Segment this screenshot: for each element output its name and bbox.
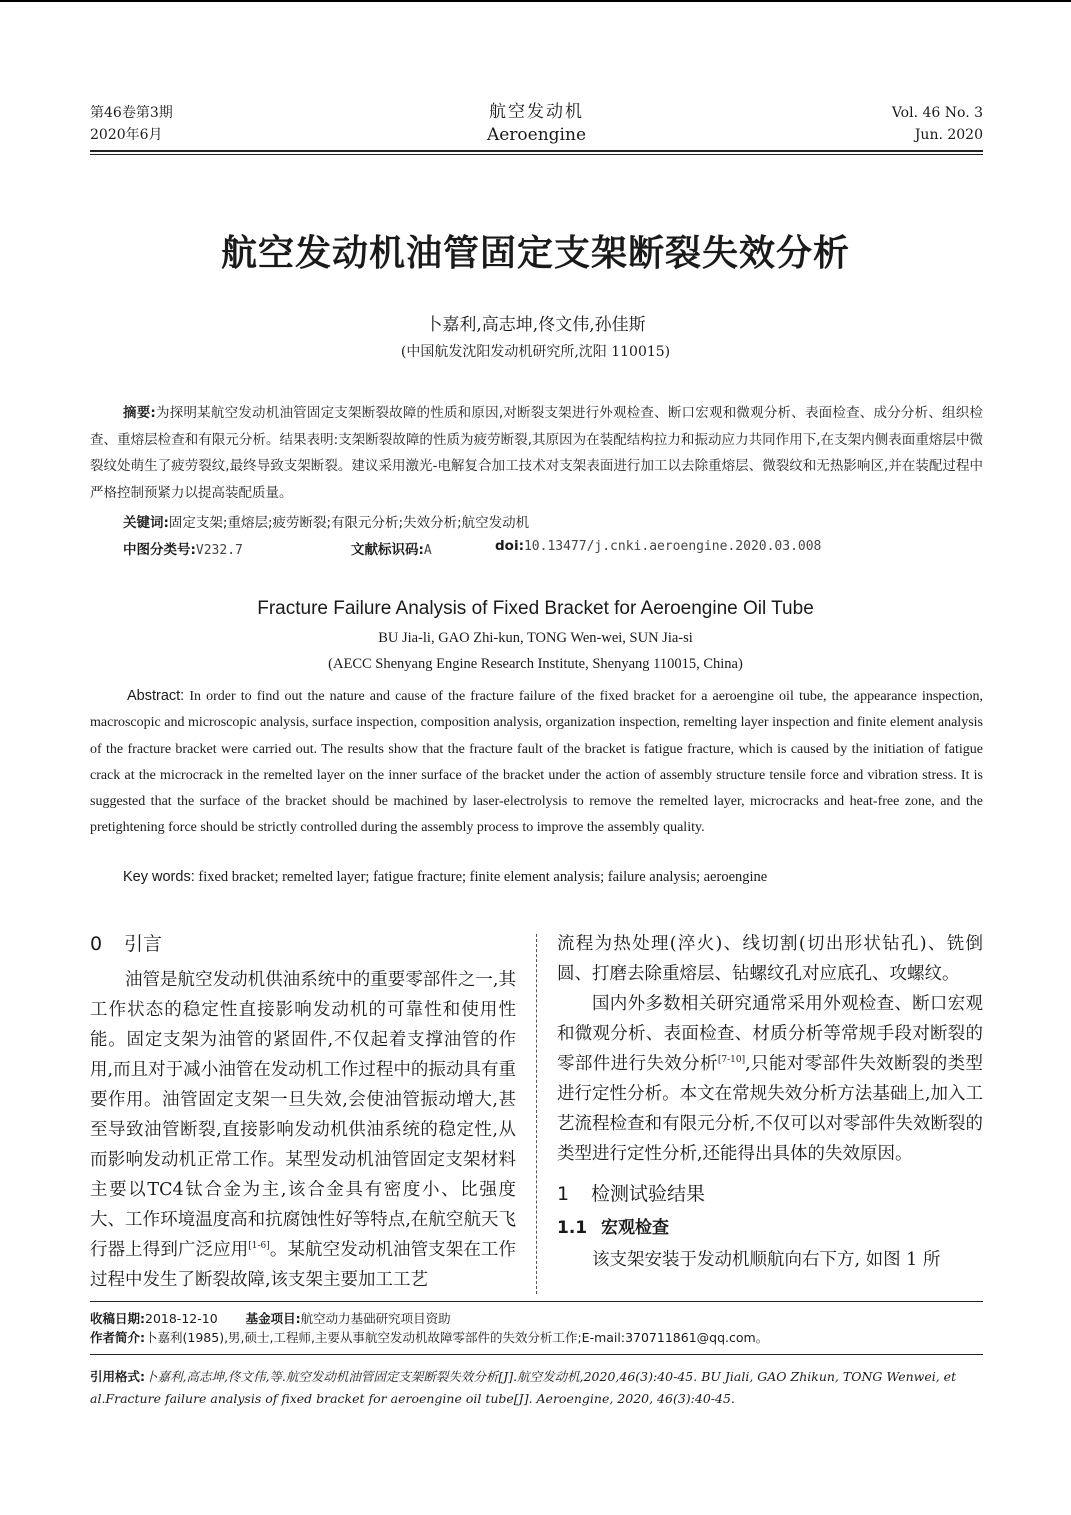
paragraph [557,989,983,1169]
body-column-left [90,965,516,1295]
journal-name-en: Aeroengine [486,125,587,145]
volume-issue-en: Vol. 46 No. 3 [891,105,983,121]
english-authors: BU Jia-li, GAO Zhi-kun, TONG Wen-wei, SUN Jia-si [378,630,693,646]
keywords-en-label: Key words: [123,869,195,885]
paragraph: 该支架安装于发动机顺航向右下方, 如图 1 所 [592,1250,941,1270]
citation-ref: [7-10] [717,1055,746,1066]
paragraph-text: ,只能对零部件失效断裂的类型进行定性分析。本文在常规失效分析方法基础上,加入工艺流程检查和有限元分析,不仅可以对零部件失效断裂的类型进行定性分析,还能得出具体的失效原因。 [557,1054,984,1164]
citation-format [90,1366,983,1410]
footnote-author-bio [90,1328,768,1346]
header-rule [90,150,983,152]
column-divider [536,934,537,1294]
english-title: Fracture Failure Analysis of Fixed Bracket for Aeroengine Oil Tube [257,598,814,619]
fund-value: 航空动力基础研究项目资助 [300,1311,451,1326]
journal-name [90,100,983,146]
abstract-cn [90,400,983,506]
paragraph: 流程为热处理(淬火)、线切割(切出形状钻孔)、铣倒圆、打磨去除重熔层、钻螺纹孔对应底孔、攻螺纹。 [557,934,983,984]
doi [495,538,821,554]
body-column-right [557,929,983,1275]
author-bio-value: 卜嘉利(1985),男,硕士,工程师,主要从事航空发动机故障零部件的失效分析工作;E-mail:370711861@qq.com。 [145,1330,769,1345]
top-border [0,0,1071,2]
abstract-en [90,683,983,842]
journal-name-cn: 航空发动机 [489,102,584,122]
english-affiliation: (AECC Shenyang Engine Research Institute, Shenyang 110015, China) [328,656,743,672]
section-heading-results [557,1179,983,1209]
paper-title: 航空发动机油管固定支架断裂失效分析 [220,233,850,274]
header-rule-thin [90,154,983,155]
paragraph [90,965,516,1295]
clc-value: V232.7 [195,543,243,558]
document-code [351,538,432,558]
subsection-number: 1.1 [557,1218,588,1238]
citation-text: 卜嘉利,高志坤,佟文伟,等.航空发动机油管固定支架断裂失效分析[J].航空发动机,2020,46(3):40-45. BU Jiali, GAO Zhikun, TONG Wenwei, et al.Fracture failure analysis of fixed bracket for aeroengine oil tube[J]. Aeroengine, 2020, 46(3):40-45. [90,1369,957,1406]
volume-issue-cn: 第46卷第3期 [90,105,173,121]
section-title: 引言 [124,933,163,955]
date-cn: 2020年6月 [90,127,163,143]
abstract-cn-text: 为探明某航空发动机油管固定支架断裂故障的性质和原因,对断裂支架进行外观检查、断口宏观和微观分析、表面检查、成分分析、组织检查、重熔层检查和有限元分析。结果表明:支架断裂故障的性质为疲劳断裂,其原因为在装配结构拉力和振动应力共同作用下,在支架内侧表面重熔层中微裂纹处萌生了疲劳裂纹,最终导致支架断裂。建议采用激光-电解复合加工技术对支架表面进行加工以去除重熔层、微裂纹和无热影响区,并在装配过程中严格控制预紧力以提高装配质量。 [90,405,983,501]
affiliation: (中国航发沈阳发动机研究所,沈阳 110015) [400,344,671,360]
abstract-cn-label: 摘要: [123,405,156,421]
author-list: 卜嘉利,高志坤,佟文伟,孙佳斯 [425,315,646,335]
keywords-cn-label: 关键词: [123,515,169,531]
doc-code-label: 文献标识码: [351,542,424,558]
issue-info-en [892,102,983,146]
doc-code-value: A [423,543,432,558]
section-number: 1 [557,1183,570,1205]
citation-rule [90,1354,983,1355]
section-heading-intro [90,929,162,956]
subsection-title: 宏观检查 [601,1218,669,1238]
author-bio-label: 作者简介: [90,1330,145,1345]
keywords-cn-text: 固定支架;重熔层;疲劳断裂;有限元分析;失效分析;航空发动机 [168,515,530,531]
journal-header [90,102,983,150]
abstract-en-text: In order to find out the nature and cause of the fracture failure of the fixed bracket for a aeroengine oil tube, the appearance inspection, macroscopic and microscopic analysis, surface inspection, composition analysis, organization inspection, remelting layer inspection and finite element analysis of the fracture bracket were carried out. The results show that the fracture fault of the bracket is fatigue fracture, which is caused by the initiation of fatigue crack at the microcrack in the remelted layer on the inner surface of the bracket under the action of assembly structure tensile force and vibration stress. It is suggested that the surface of the bracket should be machined by laser-electrolysis to remove the remelted layer, microcracks and heat-free zone, and the pretightening force should be strictly controlled during the assembly process to improve the assembly quality. [90,689,983,836]
abstract-en-label: Abstract: [127,688,185,704]
subsection-heading [557,1213,983,1243]
keywords-en [123,869,767,886]
footnote-received-fund [90,1309,451,1327]
paragraph-text: 油管是航空发动机供油系统中的重要零部件之一,其工作状态的稳定性直接影响发动机的可靠性和使用性能。固定支架为油管的紧固件,不仅起着支撑油管的作用,而且对于减小油管在发动机工作过程中的振动具有重要作用。油管固定支架一旦失效,会使油管振动增大,甚至导致油管断裂,直接影响发动机供油系统的稳定性,从而影响发动机正常工作。某型发动机油管固定支架材料主要以TC4钛合金为主,该合金具有密度小、比强度大、工作环境温度高和抗腐蚀性好等特点,在航空航天飞行器上得到广泛应用 [90,970,516,1260]
clc-label: 中图分类号: [123,542,196,558]
footnote-rule [90,1301,983,1302]
doi-label: doi: [495,538,524,554]
section-title: 检测试验结果 [591,1183,706,1205]
keywords-cn [123,511,529,531]
doi-value: 10.13477/j.cnki.aeroengine.2020.03.008 [523,539,822,554]
section-number: 0 [90,933,103,955]
paragraph-text: 。某航空发动机油管支架在工作过程中发生了断裂故障,该支架主要加工工艺 [90,1240,517,1290]
citation-label: 引用格式: [90,1369,145,1384]
keywords-en-text: fixed bracket; remelted layer; fatigue fracture; finite element analysis; failure analysis; aeroengine [198,869,768,885]
clc-number [123,538,243,558]
fund-label: 基金项目: [245,1311,301,1326]
paragraph-text: 国内外多数相关研究通常采用外观检查、断口宏观和微观分析、表面检查、材质分析等常规手段对断裂的零部件进行失效分析 [557,994,983,1074]
received-value: 2018-12-10 [145,1311,218,1326]
citation-ref: [1-6] [248,1241,270,1252]
date-en: Jun. 2020 [914,127,983,143]
received-label: 收稿日期: [90,1311,145,1326]
